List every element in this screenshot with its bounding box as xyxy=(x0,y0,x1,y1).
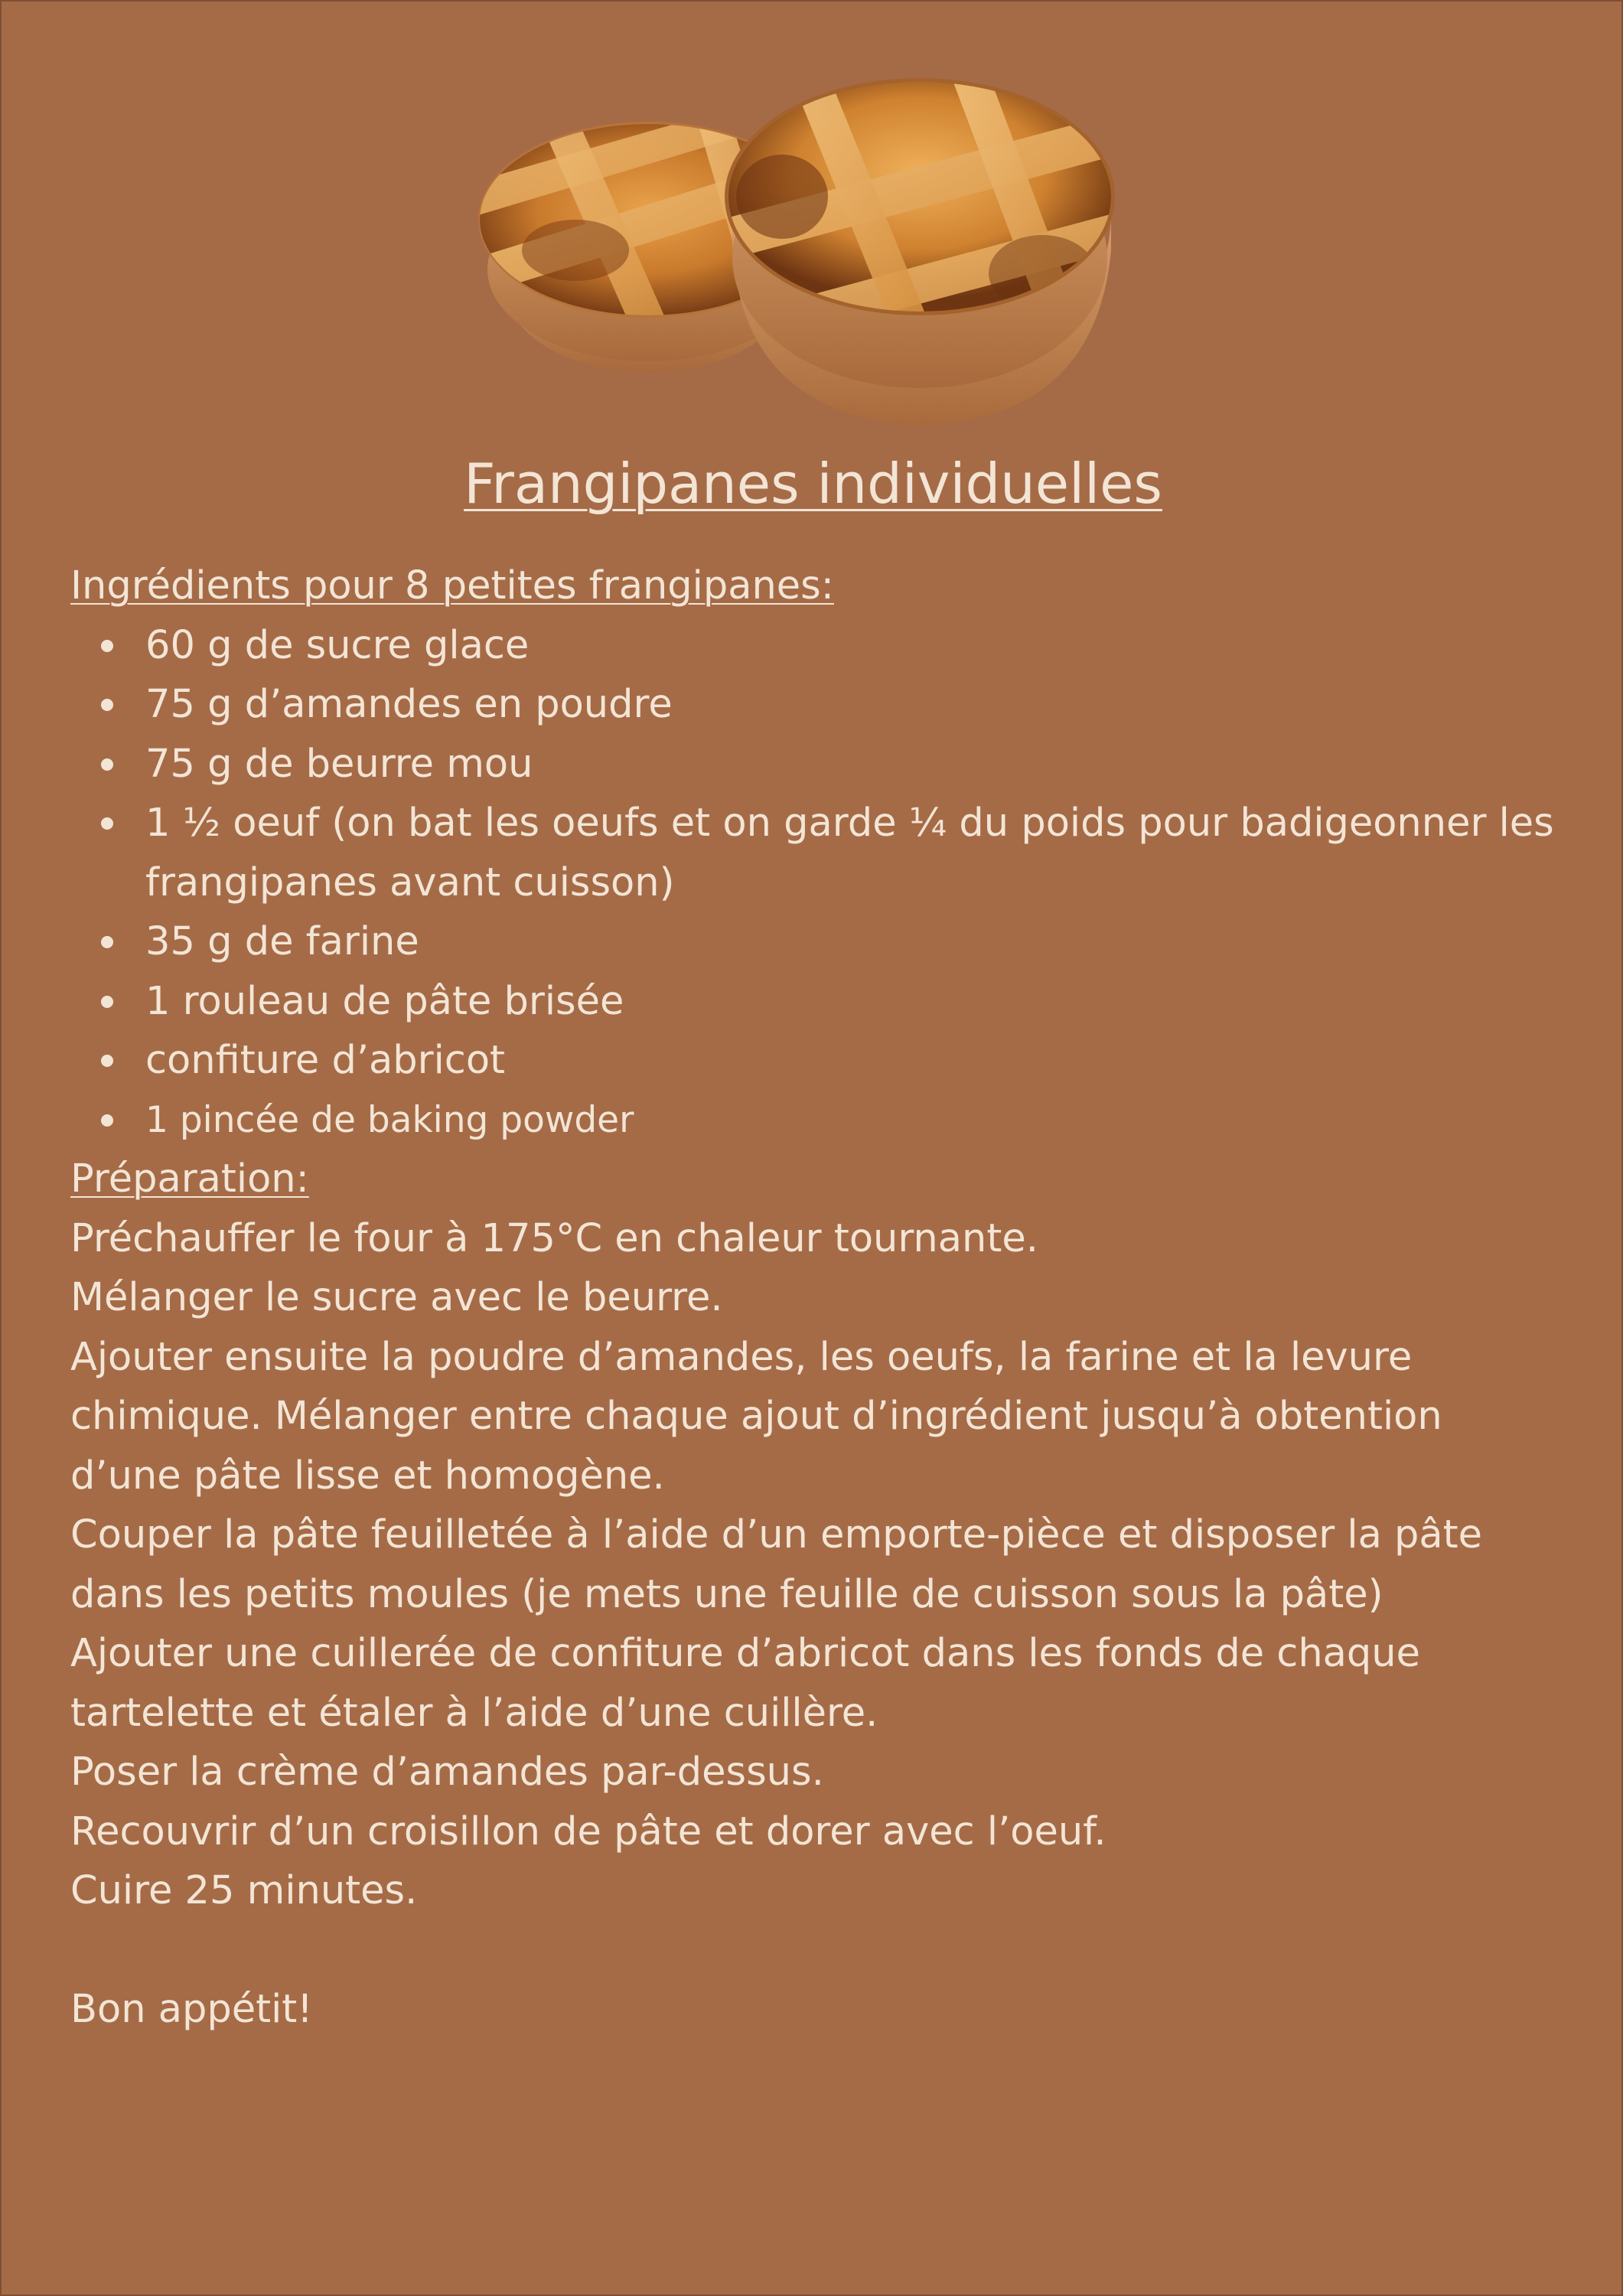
recipe-title: Frangipanes individuelles xyxy=(464,452,1162,516)
bullet-icon xyxy=(101,640,113,652)
step-text: Poser la crème d’amandes par-dessus. xyxy=(70,1750,824,1795)
step-text: Recouvrir d’un croisillon de pâte et dorer avec l’oeuf. xyxy=(70,1808,1106,1854)
step-text: Mélanger le sucre avec le beurre. xyxy=(70,1275,723,1320)
step-text: Couper la pâte feuilletée à l’aide d’un emporte-pièce et disposer la pâte dans les petits moules (je mets une feuille de cuisson sous la pâte) xyxy=(70,1512,1483,1617)
frangipane-tarts-image xyxy=(461,67,1149,434)
list-item: 1 ½ oeuf (on bat les oeufs et on garde ¼ du poids pour badigeonner les frangipanes avant cuisson) xyxy=(145,794,1563,912)
recipe-body xyxy=(70,556,1563,2040)
ingredients-heading: Ingrédients pour 8 petites frangipanes: xyxy=(70,563,834,608)
closing-text: Bon appétit! xyxy=(70,1987,313,2032)
preparation-steps xyxy=(70,1209,1563,2040)
bullet-icon xyxy=(101,1114,113,1127)
bullet-icon xyxy=(101,1055,113,1067)
step-text: Préchauffer le four à 175°C en chaleur tournante. xyxy=(70,1215,1038,1261)
list-item: confiture d’abricot xyxy=(145,1031,1563,1091)
bullet-icon xyxy=(101,936,113,948)
bullet-icon xyxy=(101,758,113,771)
list-item: 35 g de farine xyxy=(145,912,1563,972)
preparation-heading: Préparation: xyxy=(70,1156,309,1202)
list-item: 75 g de beurre mou xyxy=(145,735,1563,794)
list-item: 1 pincée de baking powder xyxy=(145,1091,1563,1150)
step-text: Cuire 25 minutes. xyxy=(70,1868,418,1913)
step-text: Ajouter ensuite la poudre d’amandes, les oeufs, la farine et la levure chimique. Mélanger entre chaque ajout d’ingrédient jusqu’à obtention d’une pâte lisse et homogène. xyxy=(70,1334,1442,1499)
bullet-icon xyxy=(101,817,113,830)
list-item: 75 g d’amandes en poudre xyxy=(145,675,1563,735)
list-item: 1 rouleau de pâte brisée xyxy=(145,972,1563,1032)
ingredients-list xyxy=(70,616,1563,1150)
list-item: 60 g de sucre glace xyxy=(145,616,1563,676)
bullet-icon xyxy=(101,699,113,711)
right-tart xyxy=(721,74,1119,426)
step-text: Ajouter une cuillerée de confiture d’abricot dans les fonds de chaque tartelette et étaler à l’aide d’une cuillère. xyxy=(70,1631,1420,1736)
spacer xyxy=(70,1921,1563,1981)
bullet-icon xyxy=(101,996,113,1008)
